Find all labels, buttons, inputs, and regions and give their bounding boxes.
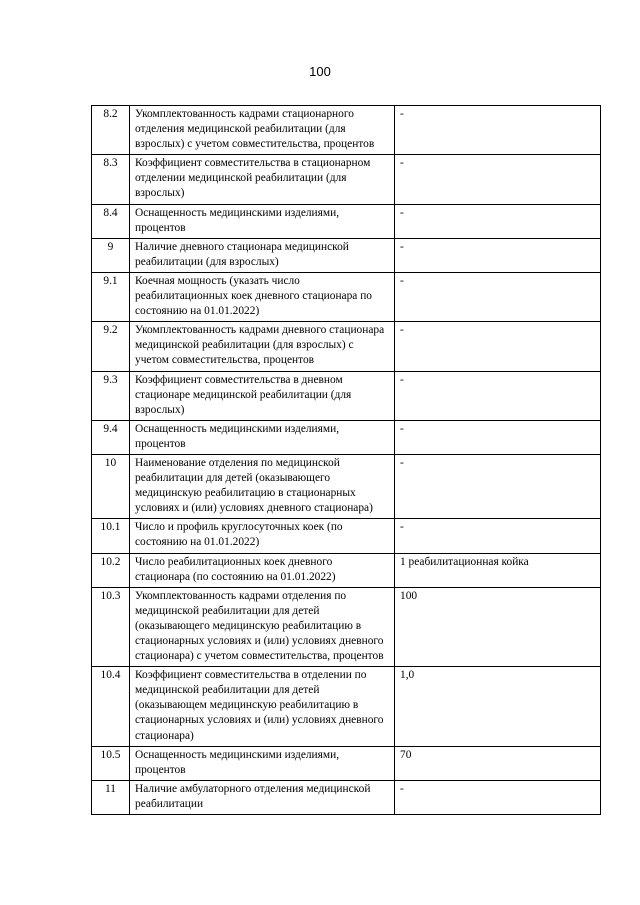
row-value: 1,0 xyxy=(395,667,601,746)
table-row xyxy=(92,371,601,420)
row-description: Число реабилитационных коек дневного стационара (по состоянию на 01.01.2022) xyxy=(130,553,395,587)
table-row xyxy=(92,238,601,272)
row-value: - xyxy=(395,238,601,272)
row-number: 10.1 xyxy=(92,519,130,553)
row-number: 8.3 xyxy=(92,155,130,204)
table-row xyxy=(92,420,601,454)
row-value: - xyxy=(395,204,601,238)
row-number: 9.2 xyxy=(92,322,130,371)
row-description: Укомплектованность кадрами отделения по медицинской реабилитации для детей (оказывающего медицинскую реабилитацию в стационарных условиях и (или) условиях дневного стационара) с учетом совместительства, процентов xyxy=(130,587,395,666)
row-number: 9.4 xyxy=(92,420,130,454)
row-description: Коэффициент совместительства в отделении по медицинской реабилитации для детей (оказывающем медицинскую реабилитацию в стационарных условиях и (или) условиях дневного стационара) xyxy=(130,667,395,746)
table-row xyxy=(92,106,601,155)
row-value: - xyxy=(395,272,601,321)
data-table xyxy=(91,105,601,815)
row-number: 10 xyxy=(92,454,130,518)
table-row xyxy=(92,204,601,238)
row-number: 10.2 xyxy=(92,553,130,587)
row-number: 10.3 xyxy=(92,587,130,666)
table-row xyxy=(92,553,601,587)
row-description: Коэффициент совместительства в дневном стационаре медицинской реабилитации (для взрослых) xyxy=(130,371,395,420)
row-description: Наличие амбулаторного отделения медицинской реабилитации xyxy=(130,780,395,814)
row-value: - xyxy=(395,780,601,814)
row-value: - xyxy=(395,420,601,454)
row-value: - xyxy=(395,155,601,204)
row-value: - xyxy=(395,106,601,155)
row-value: - xyxy=(395,371,601,420)
table-row xyxy=(92,587,601,666)
row-value: 70 xyxy=(395,746,601,780)
row-description: Укомплектованность кадрами дневного стационара медицинской реабилитации (для взрослых) с учетом совместительства, процентов xyxy=(130,322,395,371)
table-row xyxy=(92,272,601,321)
table-row xyxy=(92,519,601,553)
row-description: Коечная мощность (указать число реабилитационных коек дневного стационара по состоянию на 01.01.2022) xyxy=(130,272,395,321)
row-description: Оснащенность медицинскими изделиями, процентов xyxy=(130,420,395,454)
row-description: Оснащенность медицинскими изделиями, процентов xyxy=(130,204,395,238)
row-value: - xyxy=(395,519,601,553)
table-row xyxy=(92,322,601,371)
row-value: - xyxy=(395,454,601,518)
row-number: 11 xyxy=(92,780,130,814)
row-value: 100 xyxy=(395,587,601,666)
row-description: Коэффициент совместительства в стационарном отделении медицинской реабилитации (для взрослых) xyxy=(130,155,395,204)
row-description: Число и профиль круглосуточных коек (по состоянию на 01.01.2022) xyxy=(130,519,395,553)
row-number: 10.5 xyxy=(92,746,130,780)
table-row xyxy=(92,780,601,814)
row-description: Наличие дневного стационара медицинской реабилитации (для взрослых) xyxy=(130,238,395,272)
row-description: Оснащенность медицинскими изделиями, процентов xyxy=(130,746,395,780)
table-row xyxy=(92,746,601,780)
row-description: Укомплектованность кадрами стационарного отделения медицинской реабилитации (для взрослых) с учетом совместительства, процентов xyxy=(130,106,395,155)
row-number: 8.2 xyxy=(92,106,130,155)
table-row xyxy=(92,454,601,518)
table-row xyxy=(92,155,601,204)
row-description: Наименование отделения по медицинской реабилитации для детей (оказывающего медицинскую реабилитацию в стационарных условиях и (или) условиях дневного стационара) xyxy=(130,454,395,518)
row-value: - xyxy=(395,322,601,371)
page-number: 100 xyxy=(309,64,331,79)
row-value: 1 реабилитационная койка xyxy=(395,553,601,587)
row-number: 9.1 xyxy=(92,272,130,321)
row-number: 10.4 xyxy=(92,667,130,746)
row-number: 9.3 xyxy=(92,371,130,420)
row-number: 8.4 xyxy=(92,204,130,238)
table-row xyxy=(92,667,601,746)
row-number: 9 xyxy=(92,238,130,272)
